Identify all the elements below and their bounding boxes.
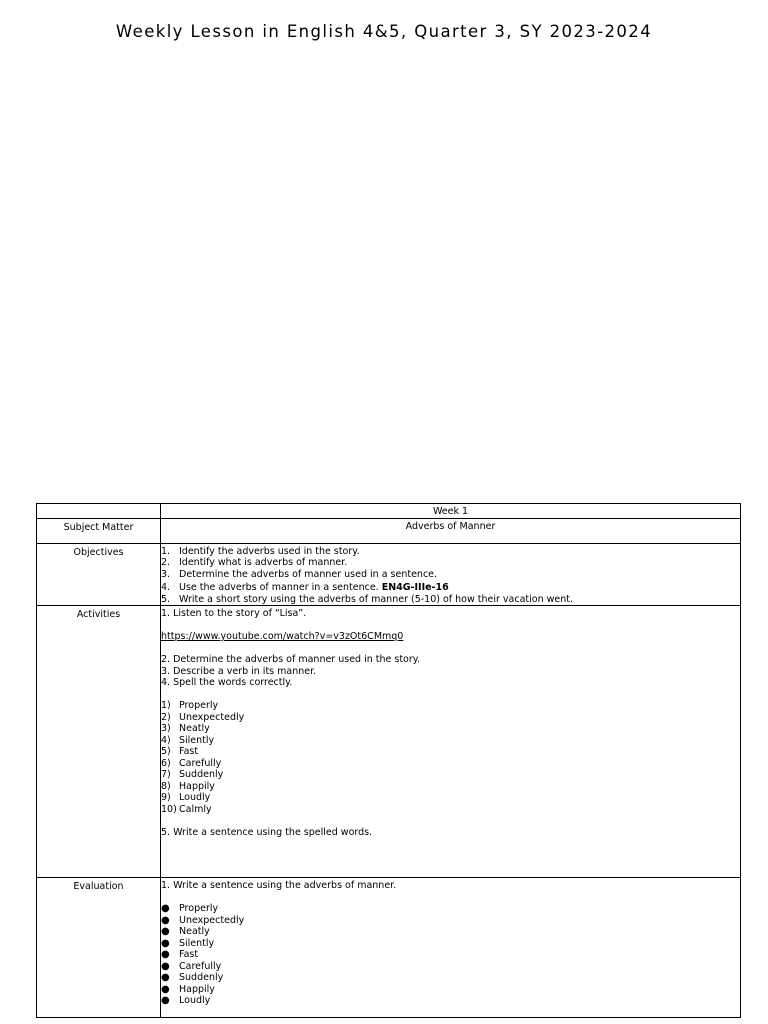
spelling-word: 4) Silently — [161, 734, 215, 746]
competency-code: EN4G-IIIe-16 — [381, 582, 449, 593]
objectives-row — [37, 543, 741, 606]
activity-step-3: 3. Describe a verb in its manner. — [161, 665, 317, 677]
activity-step-4: 4. Spell the words correctly. — [161, 677, 293, 688]
evaluation-word: ● Carefully — [161, 960, 222, 972]
activities-label: Activities — [37, 606, 161, 878]
evaluation-word: ● Properly — [161, 903, 219, 914]
story-video-link[interactable]: https://www.youtube.com/watch?v=v3zOt6CMmq0 — [161, 631, 404, 642]
spelling-word: 9) Loudly — [161, 792, 211, 803]
evaluation-label: Evaluation — [37, 878, 161, 1018]
activity-step-1: 1. Listen to the story of “Lisa”. — [161, 608, 307, 619]
subject-value: Adverbs of Manner — [161, 518, 741, 543]
objective-item: 5. Write a short story using the adverbs of manner (5-10) of how their vacation went. — [161, 593, 574, 605]
evaluation-word-list — [161, 903, 740, 1007]
lesson-table — [36, 503, 741, 1018]
objectives-label: Objectives — [37, 543, 161, 606]
week-cell: Week 1 — [161, 504, 741, 519]
document-title: Weekly Lesson in English 4&5, Quarter 3, SY 2023-2024 — [115, 22, 653, 41]
evaluation-word: ● Suddenly — [161, 972, 224, 983]
evaluation-word: ● Fast — [161, 949, 199, 960]
objective-item: 2. Identify what is adverbs of manner. — [161, 557, 348, 568]
objectives-cell — [161, 543, 741, 606]
objective-item: 4. Use the adverbs of manner in a sentence. EN4G-IIIe-16 — [161, 582, 449, 593]
spelling-word: 8) Happily — [161, 780, 215, 792]
subject-row — [37, 518, 741, 543]
spelling-word: 1) Properly — [161, 700, 219, 711]
spelling-word: 2) Unexpectedly — [161, 711, 245, 723]
evaluation-word: ● Unexpectedly — [161, 914, 245, 926]
objectives-list — [161, 546, 740, 606]
evaluation-word: ● Silently — [161, 937, 215, 949]
evaluation-word: ● Happily — [161, 983, 215, 995]
spelling-word: 7) Suddenly — [161, 769, 224, 780]
spelling-word: 10) Calmly — [161, 803, 212, 815]
evaluation-word: ● Neatly — [161, 926, 210, 937]
evaluation-word: ● Loudly — [161, 995, 211, 1006]
spelling-word-list — [161, 700, 740, 815]
spelling-word: 5) Fast — [161, 746, 199, 757]
objective-item: 3. Determine the adverbs of manner used in a sentence. — [161, 568, 438, 580]
activities-cell — [161, 606, 741, 878]
evaluation-step-1: 1. Write a sentence using the adverbs of manner. — [161, 880, 397, 891]
activities-row — [37, 606, 741, 878]
week-label-cell — [37, 504, 161, 519]
activity-step-2: 2. Determine the adverbs of manner used in the story. — [161, 654, 421, 665]
subject-label: Subject Matter — [37, 518, 161, 543]
objective-item: 1. Identify the adverbs used in the story. — [161, 545, 360, 557]
activity-step-5: 5. Write a sentence using the spelled words. — [161, 826, 373, 838]
spelling-word: 6) Carefully — [161, 757, 222, 769]
spelling-word: 3) Neatly — [161, 723, 210, 734]
week-row — [37, 504, 741, 519]
evaluation-row — [37, 878, 741, 1018]
evaluation-cell — [161, 878, 741, 1018]
